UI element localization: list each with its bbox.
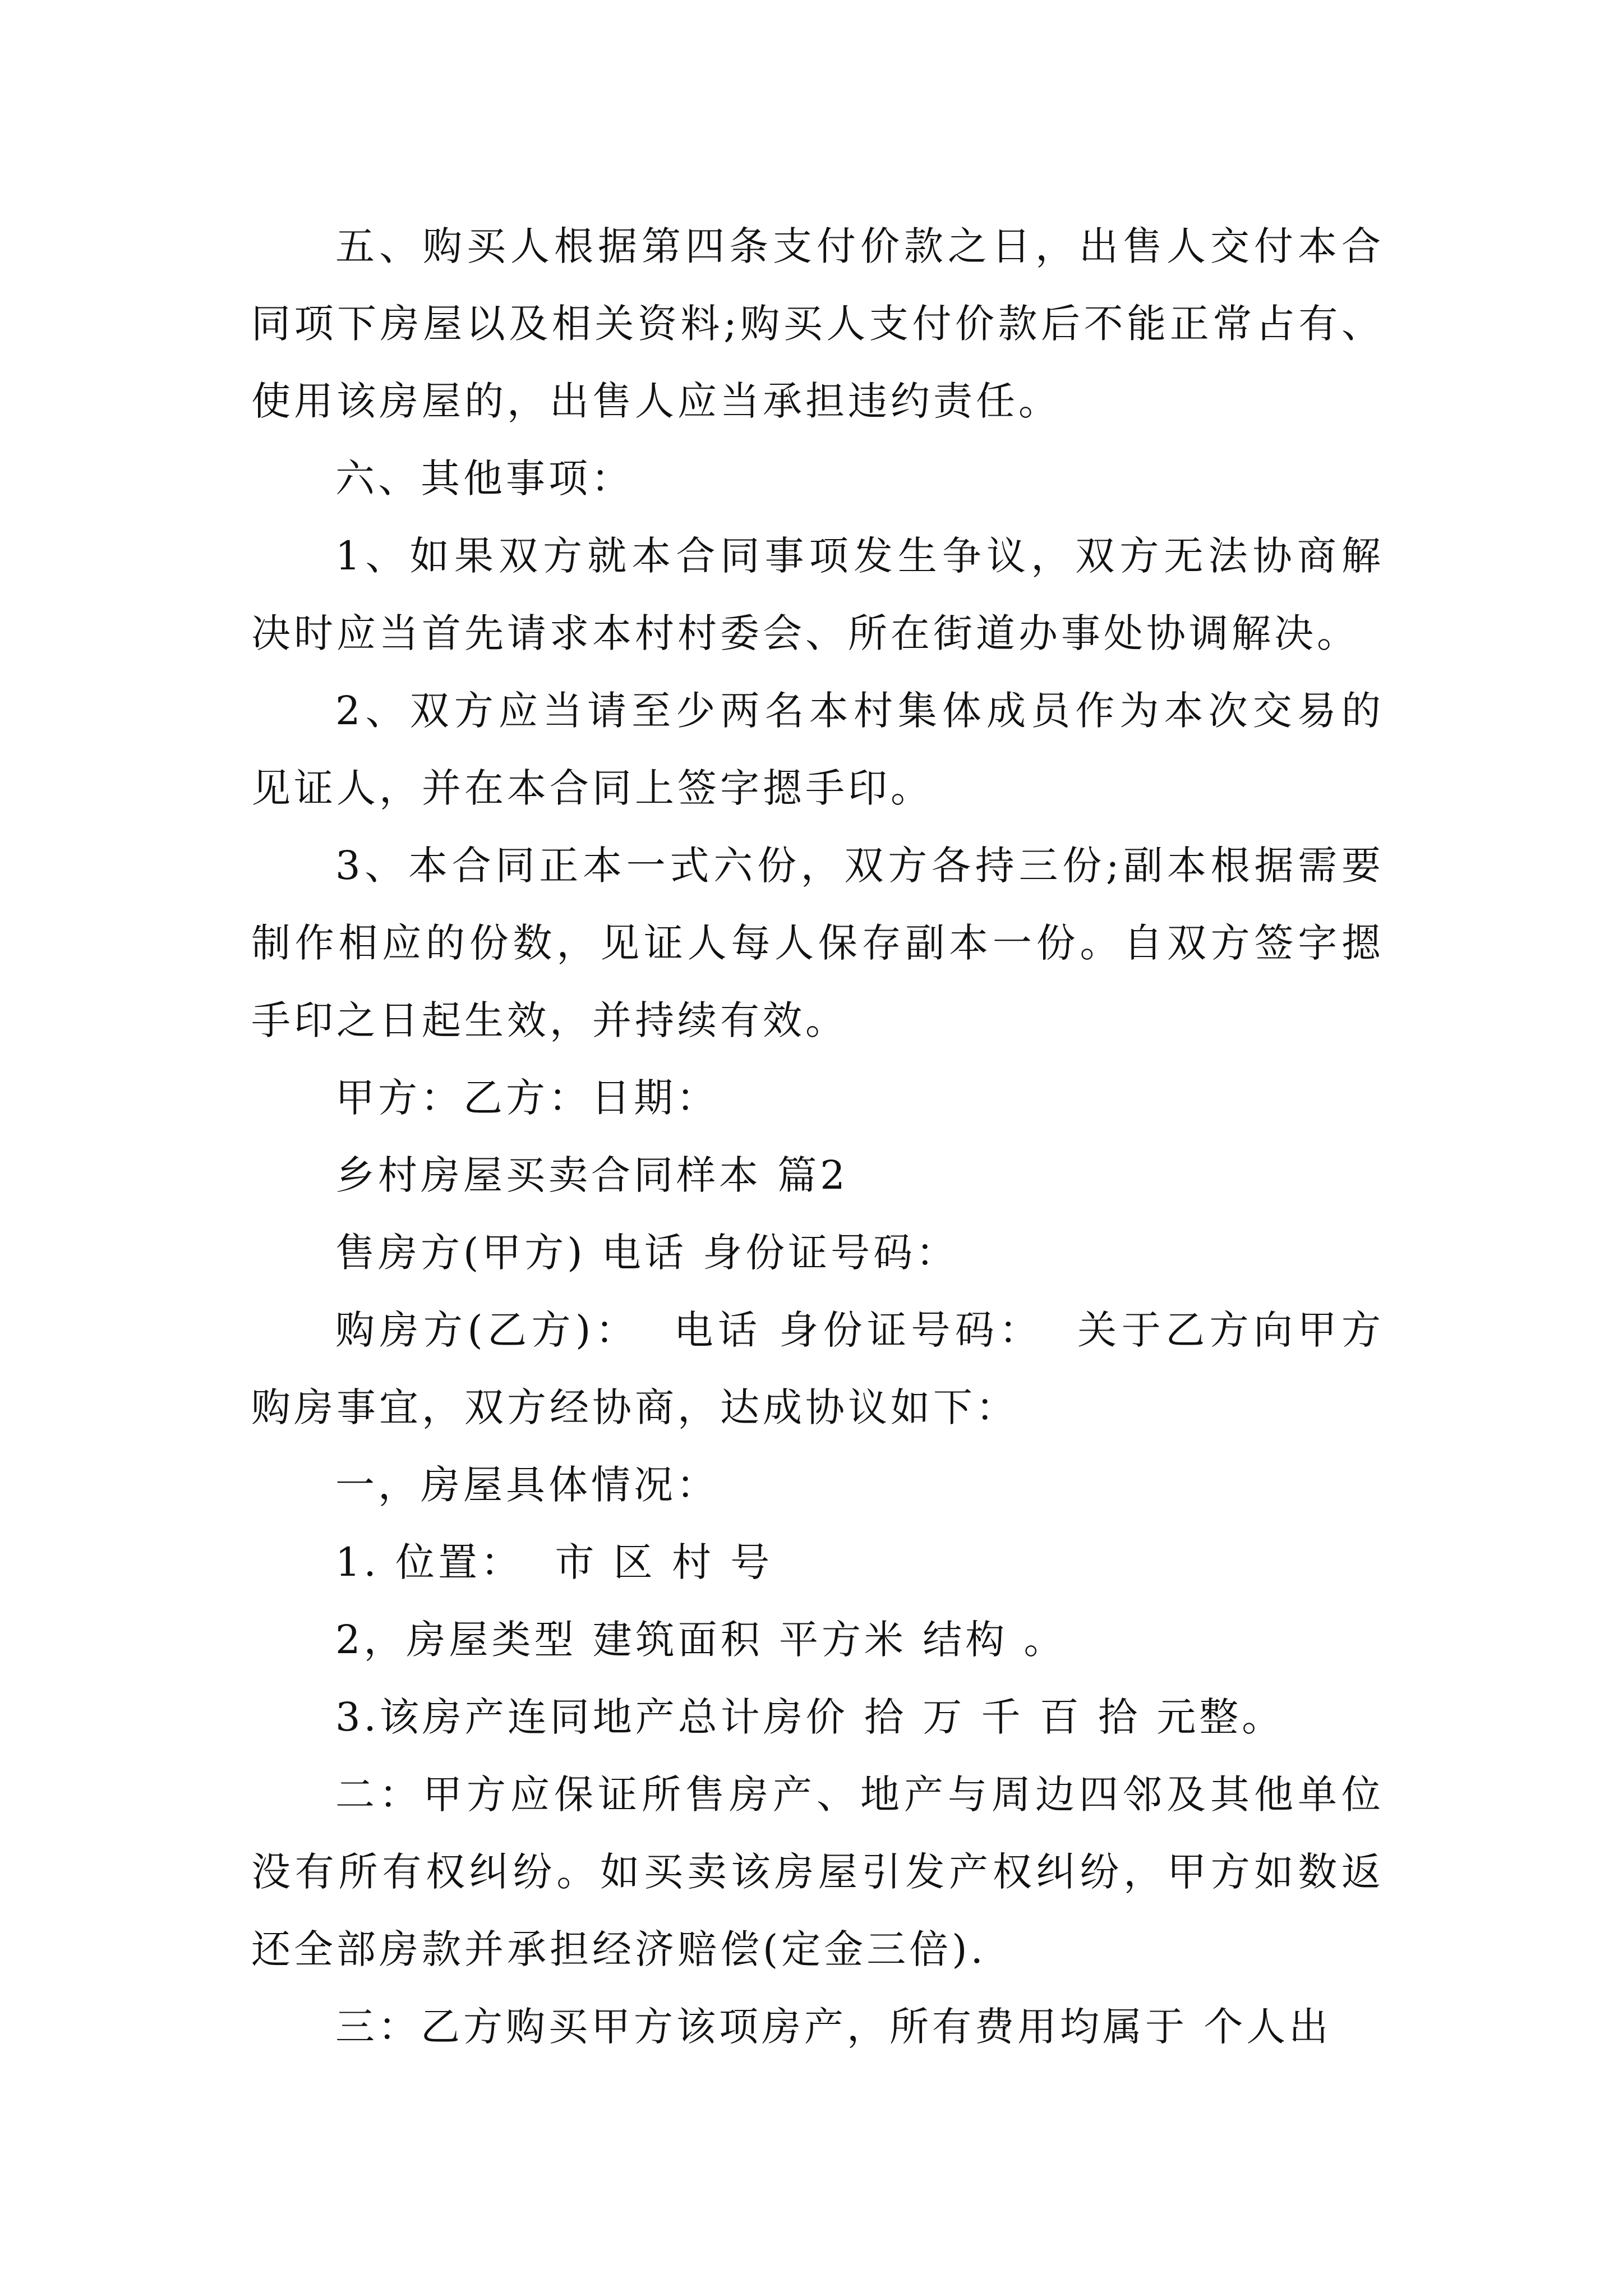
- clause-1-price: 3.该房产连同地产总计房价 拾 万 千 百 拾 元整。: [335, 1694, 1285, 1740]
- clause-3-fees: 三：乙方购买甲方该项房产，所有费用均属于 个人出: [335, 2004, 1332, 2050]
- seller-info-line: 售房方(甲方) 电话 身份证号码：: [335, 1230, 959, 1276]
- clause-1-heading: 一，房屋具体情况：: [335, 1462, 719, 1508]
- clause-2-ownership: 二：甲方应保证所售房产、地产与周边四邻及其他单位没有所有权纠纷。如买卖该房屋引发产权纠纷，甲方如数返还全部房款并承担经济赔偿(定金三倍).: [251, 1772, 1384, 1972]
- clause-1-location: 1. 位置： 市 区 村 号: [335, 1539, 773, 1585]
- paragraph-article-6-heading: 六、其他事项：: [335, 455, 634, 501]
- paragraph-item-3-copies: 3、本合同正本一式六份，双方各持三份;副本根据需要制作相应的份数，见证人每人保存副本一份。自双方签字摁手印之日起生效，并持续有效。: [251, 843, 1384, 1043]
- paragraph-item-2-witness: 2、双方应当请至少两名本村集体成员作为本次交易的见证人，并在本合同上签字摁手印。: [251, 688, 1384, 811]
- buyer-info-line: 购房方(乙方)： 电话 身份证号码： 关于乙方向甲方购房事宜，双方经协商，达成协议如下：: [251, 1307, 1384, 1430]
- paragraph-item-1-dispute: 1、如果双方就本合同事项发生争议，双方无法协商解决时应当首先请求本村村委会、所在街道办事处协调解决。: [251, 533, 1384, 656]
- document-body: [251, 208, 1384, 2065]
- clause-1-house-type: 2，房屋类型 建筑面积 平方米 结构 。: [335, 1617, 1067, 1663]
- signature-line: 甲方：乙方：日期：: [335, 1075, 719, 1121]
- paragraph-article-5: 五、购买人根据第四条支付价款之日，出售人交付本合同项下房屋以及相关资料;购买人支付价款后不能正常占有、使用该房屋的，出售人应当承担违约责任。: [251, 223, 1384, 424]
- section-title-part-2: 乡村房屋买卖合同样本 篇2: [335, 1152, 849, 1198]
